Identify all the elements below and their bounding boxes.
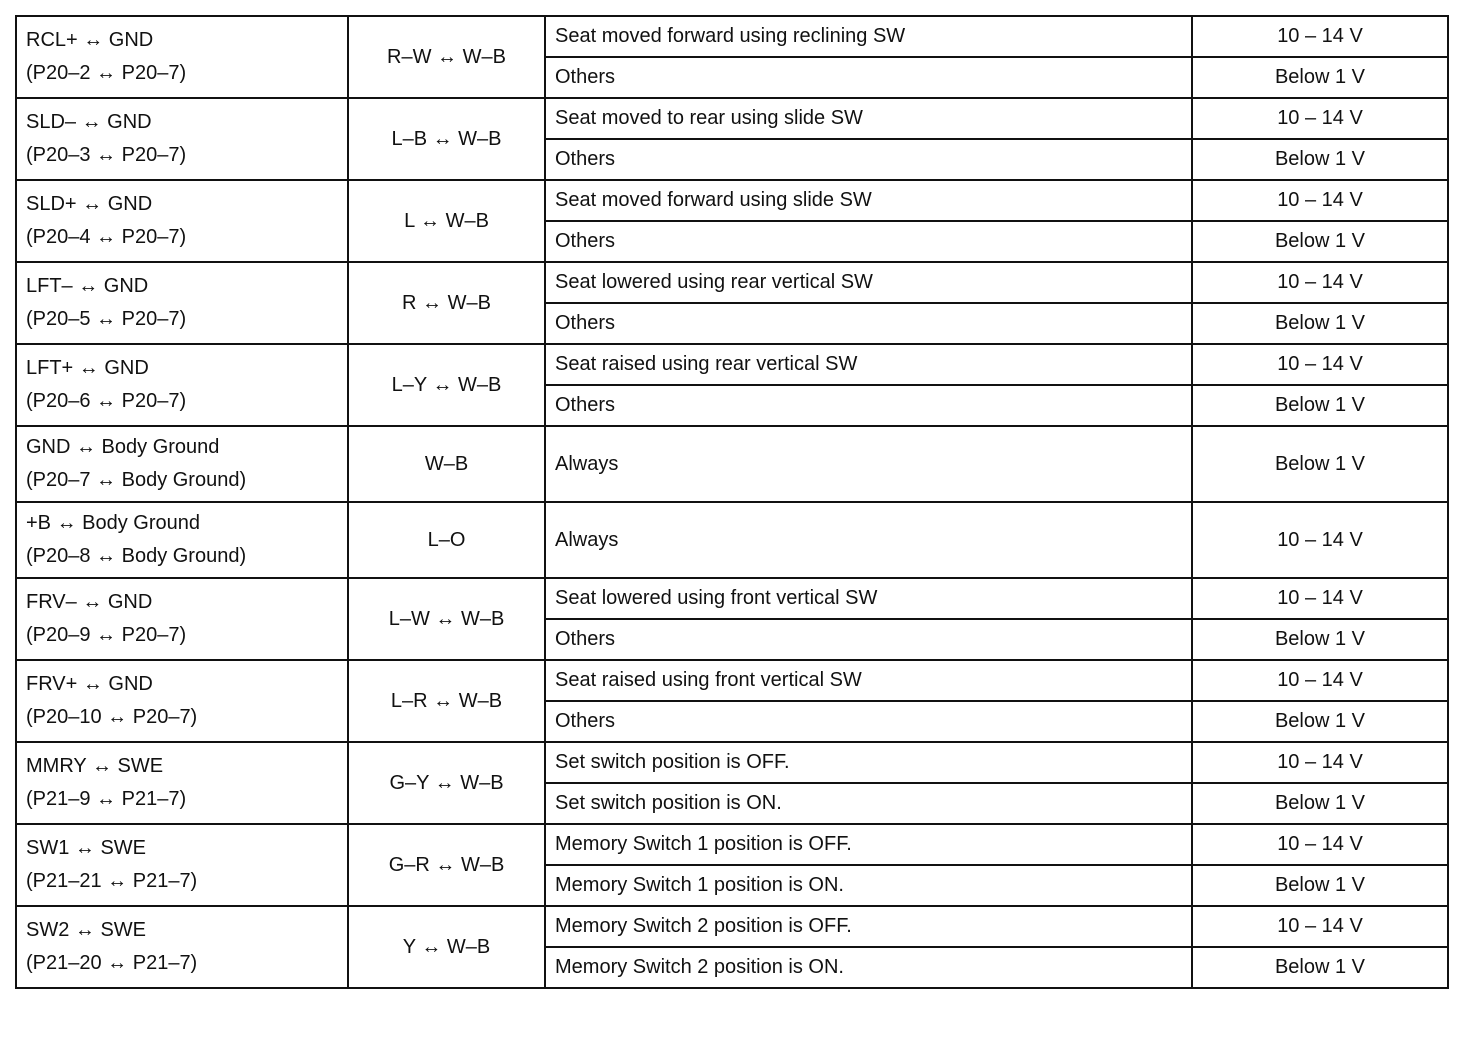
terminal-pins: (P20–2 ↔ P20–7) [26,62,187,84]
terminal-pins: (P20–3 ↔ P20–7) [26,144,187,166]
specified-condition-cell: 10 – 14 V [1192,344,1448,385]
specified-condition-cell: Below 1 V [1192,303,1448,344]
terminal-cell [16,824,348,906]
table-row [16,824,1448,865]
specified-condition-cell: Below 1 V [1192,701,1448,742]
specified-condition-cell: 10 – 14 V [1192,906,1448,947]
condition-cell: Memory Switch 2 position is ON. [545,947,1192,988]
terminal-pins: (P20–10 ↔ P20–7) [26,706,198,728]
specified-condition-cell: Below 1 V [1192,426,1448,502]
condition-cell: Seat lowered using rear vertical SW [545,262,1192,303]
specified-condition-cell: 10 – 14 V [1192,180,1448,221]
terminal-cell [16,578,348,660]
wiring-color-cell: L–B ↔ W–B [348,98,545,180]
condition-cell: Seat moved to rear using slide SW [545,98,1192,139]
terminal-pins: (P20–5 ↔ P20–7) [26,308,187,330]
terminal-inspection-table [15,15,1449,989]
terminal-pins: (P21–20 ↔ P21–7) [26,952,198,974]
terminal-name: GND ↔ Body Ground [26,436,220,458]
table-row [16,98,1448,139]
wiring-color-cell: W–B [348,426,545,502]
table-row [16,262,1448,303]
specified-condition-cell: 10 – 14 V [1192,660,1448,701]
condition-cell: Seat moved forward using slide SW [545,180,1192,221]
wiring-color-cell: L ↔ W–B [348,180,545,262]
condition-cell: Seat moved forward using reclining SW [545,16,1192,57]
terminal-pins: (P20–7 ↔ Body Ground) [26,469,247,491]
wiring-color-cell: G–Y ↔ W–B [348,742,545,824]
specified-condition-cell: Below 1 V [1192,139,1448,180]
terminal-name: MMRY ↔ SWE [26,755,164,777]
wiring-color-cell: L–O [348,502,545,578]
condition-cell: Memory Switch 1 position is OFF. [545,824,1192,865]
terminal-cell [16,98,348,180]
table-row [16,660,1448,701]
table-row [16,742,1448,783]
wiring-color-cell: L–W ↔ W–B [348,578,545,660]
condition-cell: Others [545,701,1192,742]
condition-cell: Others [545,303,1192,344]
terminal-name: SW1 ↔ SWE [26,837,147,859]
specified-condition-cell: 10 – 14 V [1192,262,1448,303]
terminal-pins: (P20–8 ↔ Body Ground) [26,545,247,567]
wiring-color-cell: R–W ↔ W–B [348,16,545,98]
condition-cell: Others [545,221,1192,262]
condition-cell: Always [545,502,1192,578]
terminal-cell [16,502,348,578]
terminal-cell [16,344,348,426]
terminal-name: SLD+ ↔ GND [26,193,153,215]
wiring-color-cell: L–R ↔ W–B [348,660,545,742]
specified-condition-cell: Below 1 V [1192,221,1448,262]
condition-cell: Set switch position is OFF. [545,742,1192,783]
terminal-name: LFT+ ↔ GND [26,357,149,379]
terminal-cell [16,262,348,344]
wiring-color-cell: Y ↔ W–B [348,906,545,988]
terminal-name: FRV– ↔ GND [26,591,153,613]
specified-condition-cell: 10 – 14 V [1192,16,1448,57]
terminal-cell [16,742,348,824]
terminal-name: LFT– ↔ GND [26,275,149,297]
specified-condition-cell: 10 – 14 V [1192,502,1448,578]
terminal-cell [16,180,348,262]
condition-cell: Memory Switch 1 position is ON. [545,865,1192,906]
condition-cell: Others [545,57,1192,98]
table-row [16,578,1448,619]
terminal-pins: (P20–4 ↔ P20–7) [26,226,187,248]
terminal-cell [16,16,348,98]
table-row [16,344,1448,385]
table-row [16,180,1448,221]
table-row [16,502,1448,578]
specified-condition-cell: Below 1 V [1192,947,1448,988]
specified-condition-cell: Below 1 V [1192,57,1448,98]
condition-cell: Others [545,139,1192,180]
table-body [16,16,1448,988]
terminal-name: FRV+ ↔ GND [26,673,153,695]
condition-cell: Memory Switch 2 position is OFF. [545,906,1192,947]
table-row [16,426,1448,502]
specified-condition-cell: Below 1 V [1192,619,1448,660]
terminal-cell [16,660,348,742]
condition-cell: Seat raised using front vertical SW [545,660,1192,701]
table-row [16,906,1448,947]
condition-cell: Seat lowered using front vertical SW [545,578,1192,619]
terminal-name: RCL+ ↔ GND [26,29,154,51]
table-row [16,16,1448,57]
wiring-color-cell: G–R ↔ W–B [348,824,545,906]
specified-condition-cell: Below 1 V [1192,385,1448,426]
condition-cell: Others [545,619,1192,660]
condition-cell: Set switch position is ON. [545,783,1192,824]
specified-condition-cell: 10 – 14 V [1192,824,1448,865]
terminal-name: SW2 ↔ SWE [26,919,147,941]
wiring-color-cell: R ↔ W–B [348,262,545,344]
condition-cell: Always [545,426,1192,502]
terminal-cell [16,426,348,502]
condition-cell: Others [545,385,1192,426]
terminal-name: SLD– ↔ GND [26,111,152,133]
terminal-name: +B ↔ Body Ground [26,512,200,534]
terminal-pins: (P21–9 ↔ P21–7) [26,788,187,810]
specified-condition-cell: 10 – 14 V [1192,742,1448,783]
terminal-cell [16,906,348,988]
terminal-pins: (P20–6 ↔ P20–7) [26,390,187,412]
terminal-pins: (P21–21 ↔ P21–7) [26,870,198,892]
specified-condition-cell: 10 – 14 V [1192,578,1448,619]
specified-condition-cell: Below 1 V [1192,783,1448,824]
specified-condition-cell: 10 – 14 V [1192,98,1448,139]
wiring-color-cell: L–Y ↔ W–B [348,344,545,426]
condition-cell: Seat raised using rear vertical SW [545,344,1192,385]
terminal-pins: (P20–9 ↔ P20–7) [26,624,187,646]
specified-condition-cell: Below 1 V [1192,865,1448,906]
